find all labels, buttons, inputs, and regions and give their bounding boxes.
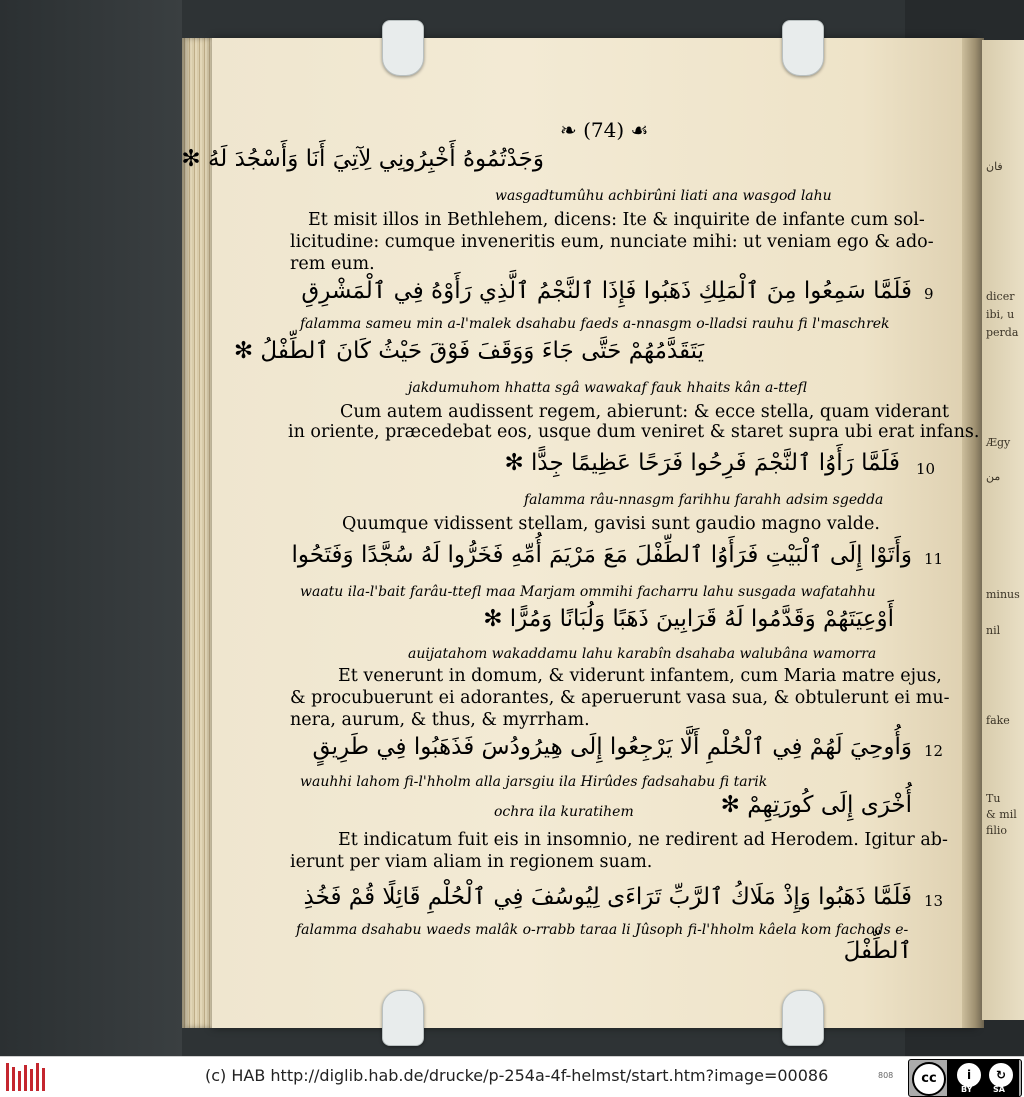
book-gutter xyxy=(962,38,984,1028)
next-page-fragment: perda xyxy=(986,326,1019,339)
transliteration-line: waatu ila-l'bait farâu-ttefl maa Marjam ommihi facharru lahu susgada wafatahhu xyxy=(300,584,876,600)
arabic-line: فَلَمَّا سَمِعُوا مِنَ ٱلْمَلِكِ ذَهَبُوا فَإِذَا ٱلنَّجْمُ ٱلَّذِي رَأَوْهُ فِي ٱلْمَشْرِقِ xyxy=(301,278,912,304)
arabic-line: أُخْرَى إِلَى كُورَتِهِمْ ✻ xyxy=(720,792,912,818)
next-page-fragment: & mil xyxy=(986,808,1017,821)
verse-number: 13 xyxy=(924,892,944,910)
footer-bar xyxy=(0,1056,1024,1097)
page-clip-top-right xyxy=(782,20,824,76)
arabic-line: وَأُوحِيَ لَهُمْ فِي ٱلْحُلْمِ أَلَّا يَرْجِعُوا إِلَى هِيرُودُسَ فَذَهَبُوا فِي طَرِيقٍ xyxy=(312,734,912,760)
verse-number: 12 xyxy=(924,742,944,760)
transliteration-line: wasgadtumûhu achbirûni liati ana wasgod lahu xyxy=(495,188,832,204)
sa-label: SA xyxy=(993,1085,1005,1094)
verse-number: 11 xyxy=(924,550,944,568)
page-clip-bottom-left xyxy=(382,990,424,1046)
next-page-fragment: nil xyxy=(986,624,1001,637)
verse-number: 10 xyxy=(916,460,936,478)
transliteration-line: ochra ila kuratihem xyxy=(494,804,634,820)
scanner-background-left xyxy=(0,0,182,1056)
verse-number: 9 xyxy=(924,285,934,303)
latin-line: nera, aurum, & thus, & myrrham. xyxy=(290,710,590,730)
transliteration-line: wauhhi lahom fi-l'hholm alla jarsgiu ila Hirûdes fadsahabu fi tarik xyxy=(300,774,768,790)
next-page-fragment: من xyxy=(986,470,1001,483)
next-page-fragment: dicer xyxy=(986,290,1015,303)
cc-by-sa-license-icon[interactable] xyxy=(908,1059,1022,1097)
next-page-edge xyxy=(982,40,1024,1020)
latin-line: & procubuerunt ei adorantes, & aperuerunt vasa sua, & obtulerunt ei mu- xyxy=(290,688,950,708)
latin-line: in oriente, præcedebat eos, usque dum veniret & staret supra ubi erat infans. xyxy=(288,422,980,442)
attribution-icon: i xyxy=(957,1063,981,1087)
latin-line: Et misit illos in Bethlehem, dicens: Ite & inquirite de infante cum sol- xyxy=(308,210,925,230)
latin-line: Et venerunt in domum, & viderunt infantem, cum Maria matre ejus, xyxy=(338,666,942,686)
next-page-fragment: فان xyxy=(986,160,1003,173)
arabic-line: فَلَمَّا ذَهَبُوا وَإِذْ مَلَاكُ ٱلرَّبِّ تَرَاءَى لِيُوسُفَ فِي ٱلْحُلْمِ قَائِلًا قُمْ فَخُذِ xyxy=(303,884,912,910)
transliteration-line: falamma râu-nnasgm farihhu farahh adsim sgedda xyxy=(524,492,884,508)
transliteration-line: falamma dsahabu waeds malâk o-rrabb taraa li Jûsoph fi-l'hholm kâela kom fachods e- xyxy=(296,922,909,938)
latin-line: Quumque vidissent stellam, gavisi sunt gaudio magno valde. xyxy=(342,514,880,534)
next-page-fragment: Ægy xyxy=(986,436,1011,449)
page-clip-top-left xyxy=(382,20,424,76)
arabic-line: ٱلطِّفْلَ xyxy=(843,938,912,964)
latin-line: licitudine: cumque inveneritis eum, nunciate mihi: ut veniam ego & ado- xyxy=(290,232,934,252)
transliteration-line: auijatahom wakaddamu lahu karabîn dsahaba walubâna wamorra xyxy=(408,646,877,662)
by-label: BY xyxy=(961,1085,973,1094)
latin-line: ierunt per viam aliam in regionem suam. xyxy=(290,852,653,872)
license-badge-strip xyxy=(947,1060,1019,1096)
latin-line: Et indicatum fuit eis in insomnio, ne redirent ad Herodem. Igitur ab- xyxy=(338,830,948,850)
next-page-fragment: ibi, u xyxy=(986,308,1015,321)
cc-icon: cc xyxy=(912,1062,946,1096)
next-page-fragment: Tu xyxy=(986,792,1001,805)
next-page-fragment: fake xyxy=(986,714,1010,727)
arabic-line: يَتَقَدَّمُهُمْ حَتَّى جَاءَ وَوَقَفَ فَوْقَ حَيْثُ كَانَ ٱلطِّفْلُ ✻ xyxy=(233,338,704,364)
next-page-fragment: minus xyxy=(986,588,1020,601)
latin-line: Cum autem audissent regem, abierunt: & ecce stella, quam viderant xyxy=(340,402,950,422)
copyright-url[interactable]: (c) HAB http://diglib.hab.de/drucke/p-254a-4f-helmst/start.htm?image=00086 xyxy=(205,1066,829,1085)
arabic-line: وَجَدْتُمُوهُ أَخْبِرُونِي لِآتِيَ أَنَا وَأَسْجُدَ لَهُ ✻ xyxy=(181,146,544,172)
latin-line: rem eum. xyxy=(290,254,375,274)
arabic-line: فَلَمَّا رَأَوُا ٱلنَّجْمَ فَرِحُوا فَرَحًا عَظِيمًا جِدًّا ✻ xyxy=(504,450,900,476)
next-page-fragment: filio xyxy=(986,824,1007,837)
hab-logo-icon xyxy=(6,1063,46,1091)
image-code: 808 xyxy=(878,1071,894,1080)
transliteration-line: jakdumuhom hhatta sgâ wawakaf fauk hhaits kân a-ttefl xyxy=(408,380,807,396)
share-alike-icon: ↻ xyxy=(989,1063,1013,1087)
arabic-line: أَوْعِيَتَهُمْ وَقَدَّمُوا لَهُ قَرَابِينَ ذَهَبًا وَلُبَانًا وَمُرًّا ✻ xyxy=(483,606,894,632)
arabic-line: وَأَتَوْا إِلَى ٱلْبَيْتِ فَرَأَوُا ٱلطِّفْلَ مَعَ مَرْيَمَ أُمِّهِ فَخَرُّوا لَهُ سُجَّدًا وَفَتَحُوا xyxy=(291,542,912,568)
page-clip-bottom-right xyxy=(782,990,824,1046)
page-number: ❧ (74) ☙ xyxy=(560,118,649,142)
transliteration-line: falamma sameu min a-l'malek dsahabu faeds a-nnasgm o-lladsi rauhu fi l'maschrek xyxy=(300,316,890,332)
